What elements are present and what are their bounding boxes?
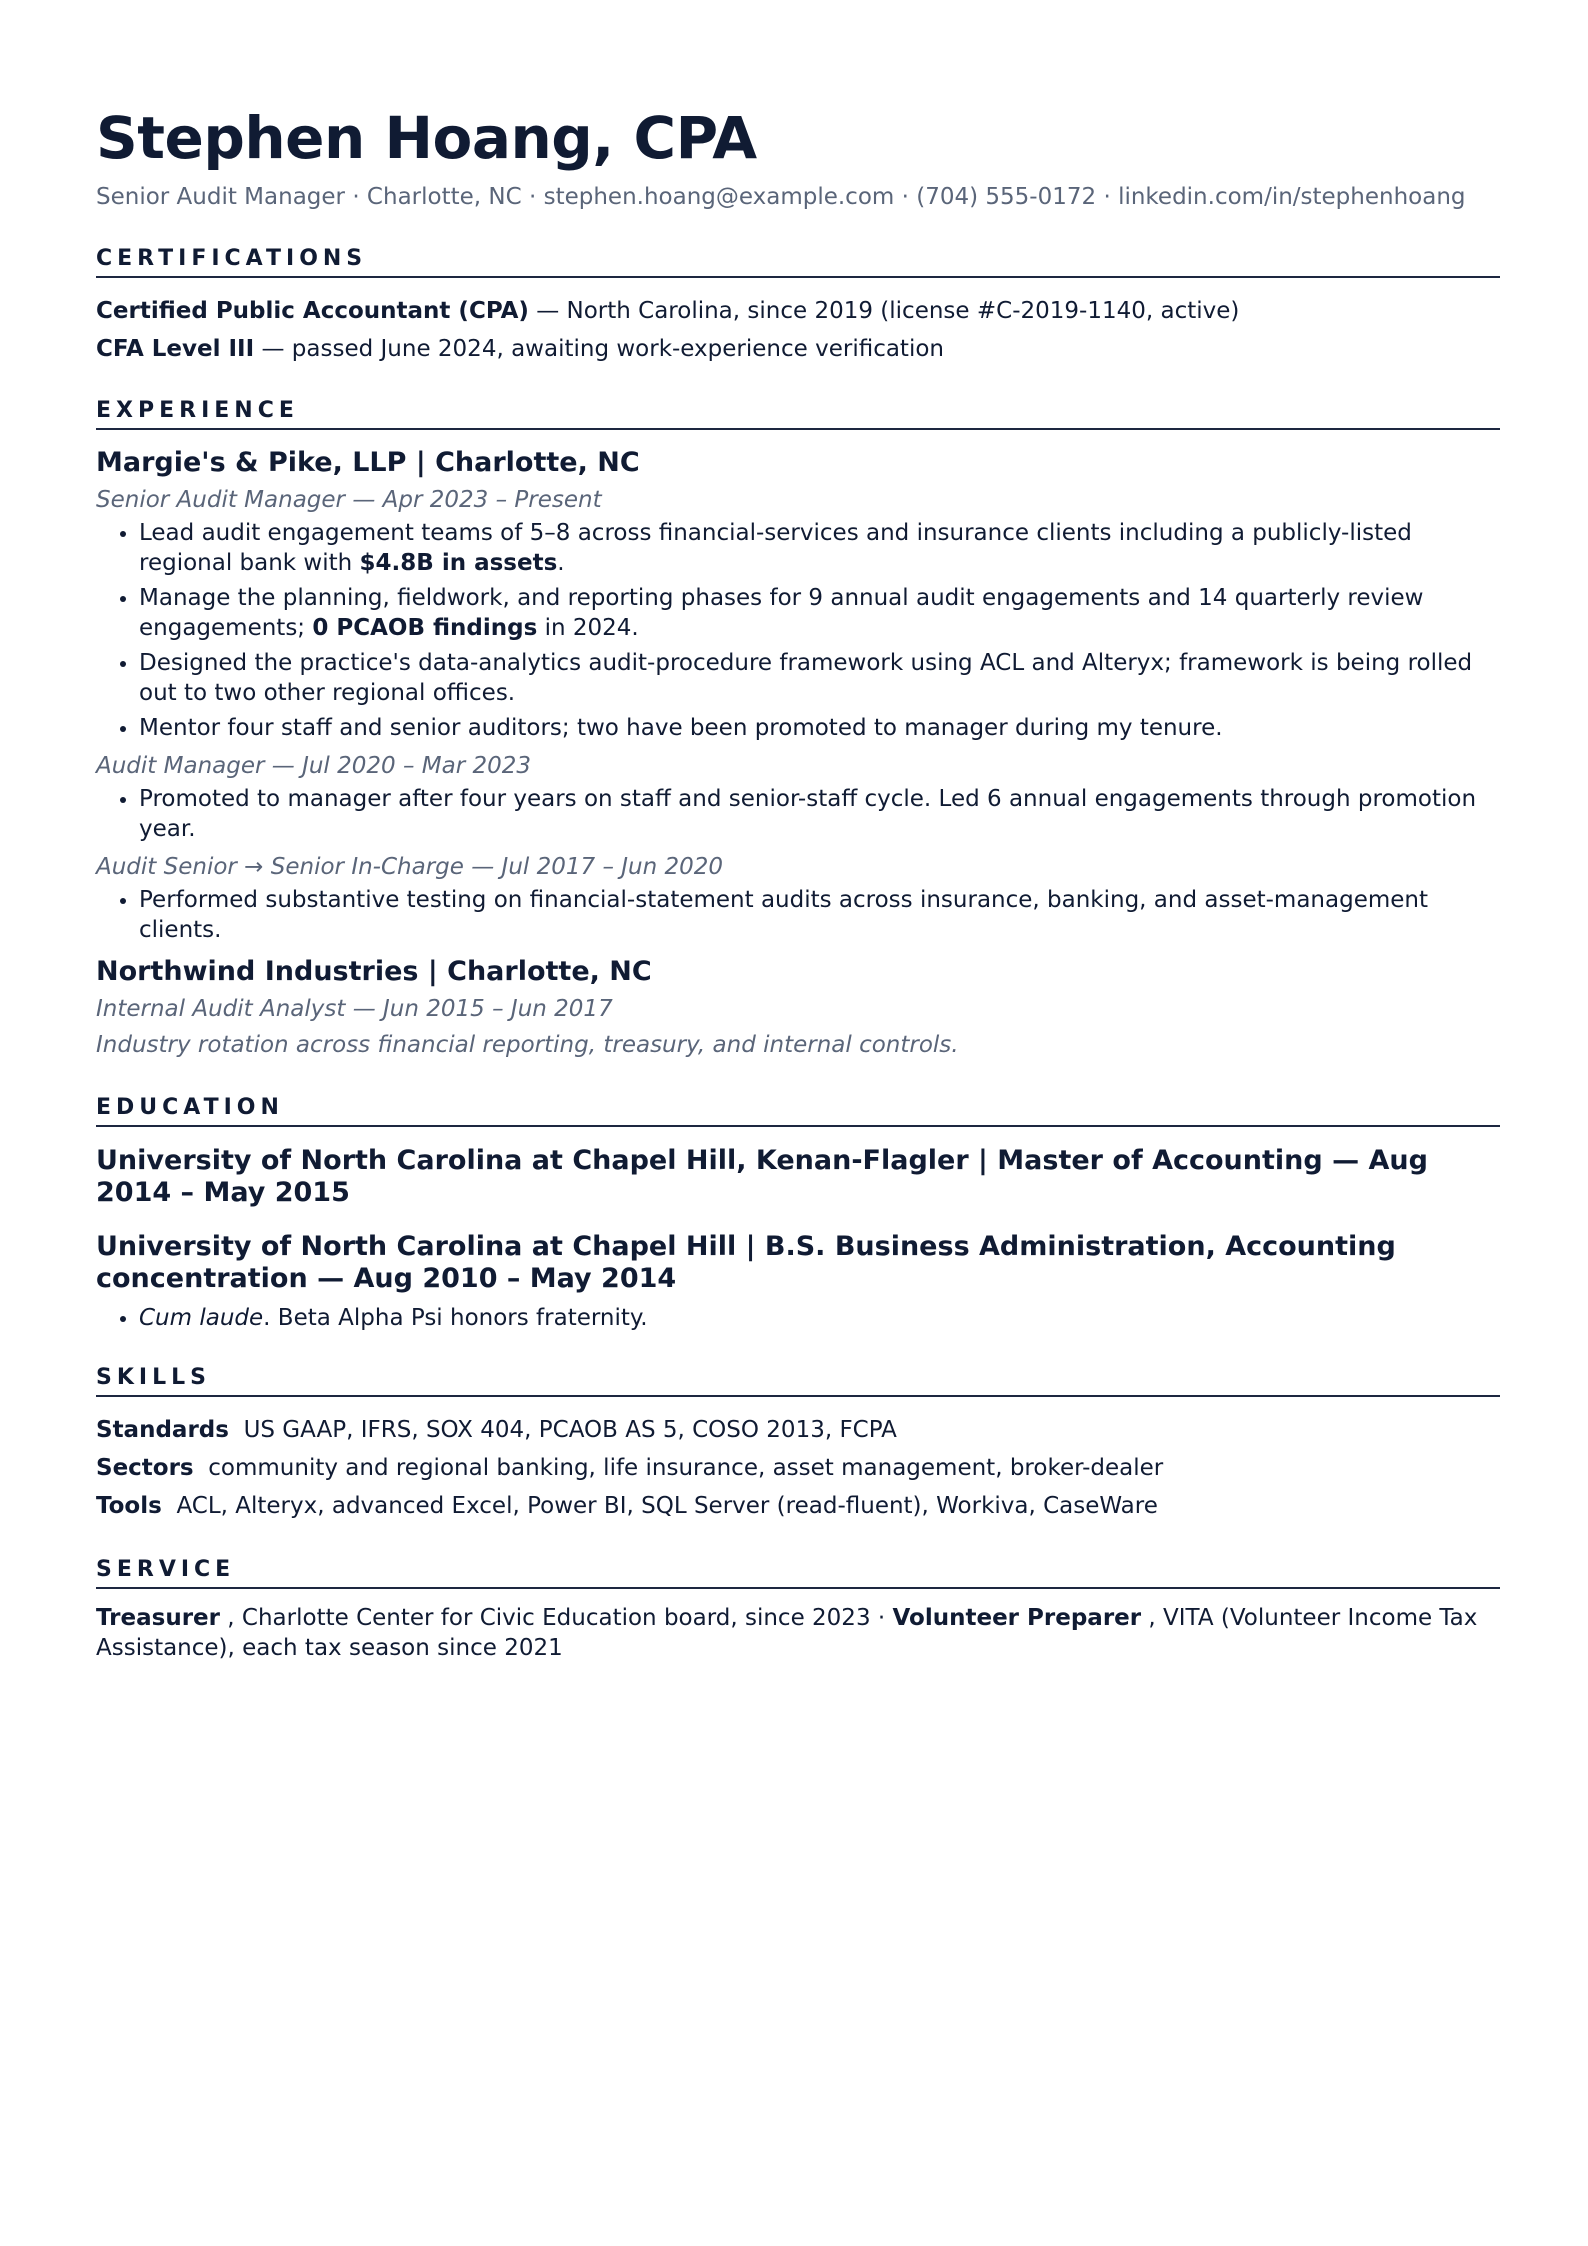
education-note	[139, 1303, 1500, 1333]
education-heading: EDUCATION	[96, 1093, 1500, 1127]
skill-row	[96, 1411, 1500, 1449]
certification-name: CFA Level III	[96, 336, 255, 362]
skill-label: Standards	[96, 1417, 229, 1443]
achievement-item: • Designed the practice's data-analytics audit-procedure framework using ACL and Alteryx; framework is being rolled out to two other regional offices.	[139, 648, 1500, 708]
education-section	[96, 1093, 1500, 1333]
achievement-list	[96, 885, 1500, 945]
degree-entry: University of North Carolina at Chapel Hill, Kenan-Flagler | Master of Accounting — Aug 2014 – May 2015	[96, 1145, 1428, 1208]
service-section	[96, 1555, 1500, 1663]
achievement-item: • Promoted to manager after four years on staff and senior-staff cycle. Led 6 annual engagements through promotion year.	[139, 784, 1500, 844]
certification-detail: — passed June 2024, awaiting work-experience verification	[254, 336, 944, 362]
experience-heading: EXPERIENCE	[96, 396, 1500, 430]
skill-value: US GAAP, IFRS, SOX 404, PCAOB AS 5, COSO 2013, FCPA	[243, 1417, 897, 1443]
service-heading: SERVICE	[96, 1555, 1500, 1589]
employer-name: Northwind Industries | Charlotte, NC	[96, 956, 652, 987]
skill-label: Sectors	[96, 1455, 194, 1481]
achievement-item: • Mentor four staff and senior auditors; two have been promoted to manager during my tenure.	[139, 713, 1500, 743]
certification-detail: — North Carolina, since 2019 (license #C-2019-1140, active)	[528, 298, 1240, 324]
experience-section	[96, 396, 1500, 1063]
achievement-highlight: $4.8B in assets	[359, 550, 558, 576]
skill-label: Tools	[96, 1493, 162, 1519]
achievement-item	[139, 583, 1500, 643]
contact-line: Senior Audit Manager · Charlotte, NC · stephen.hoang@example.com · (704) 555-0172 · linkedin.com/in/stephenhoang	[96, 184, 1466, 210]
certification-item	[96, 330, 1500, 368]
certification-item	[96, 292, 1500, 330]
job-role: Internal Audit Analyst — Jun 2015 – Jun 2017	[96, 996, 613, 1022]
certification-name: Certified Public Accountant (CPA)	[96, 298, 529, 324]
achievement-item	[139, 518, 1500, 578]
resume-page	[96, 96, 1500, 1663]
skills-section	[96, 1363, 1500, 1525]
job-description: Industry rotation across financial reporting, treasury, and internal controls.	[96, 1032, 959, 1058]
achievement-highlight: 0 PCAOB findings	[312, 615, 538, 641]
education-notes	[96, 1303, 1500, 1333]
service-role: Volunteer Preparer	[892, 1605, 1142, 1631]
job-role: Audit Manager — Jul 2020 – Mar 2023	[96, 753, 532, 779]
achievement-text: Manage the planning, fieldwork, and reporting phases for 9 annual audit engagements and 14 quarterly review engagements;	[139, 585, 1424, 641]
skills-heading: SKILLS	[96, 1363, 1500, 1397]
candidate-name: Stephen Hoang, CPA	[96, 104, 757, 172]
service-detail: , Charlotte Center for Civic Education board, since 2023 ·	[219, 1605, 893, 1631]
job-role: Senior Audit Manager — Apr 2023 – Present	[96, 487, 602, 513]
certifications-section	[96, 244, 1500, 368]
skill-row	[96, 1449, 1500, 1487]
degree-entry: University of North Carolina at Chapel Hill | B.S. Business Administration, Accounting concentration — Aug 2010 – May 2014	[96, 1231, 1396, 1294]
achievement-list	[96, 784, 1500, 844]
achievement-text: Lead audit engagement teams of 5–8 across financial-services and insurance clients including a publicly-listed regional bank with	[139, 520, 1412, 576]
achievement-list	[96, 518, 1500, 743]
job-role: Audit Senior → Senior In-Charge — Jul 2017 – Jun 2020	[96, 854, 724, 880]
certifications-heading: CERTIFICATIONS	[96, 244, 1500, 278]
honor-text: Cum laude	[139, 1305, 264, 1331]
skill-value: community and regional banking, life insurance, asset management, broker-dealer	[208, 1455, 1164, 1481]
employer-name: Margie's & Pike, LLP | Charlotte, NC	[96, 447, 640, 478]
achievement-item: • Performed substantive testing on financial-statement audits across insurance, banking, and asset-management clients.	[139, 885, 1500, 945]
service-detail: , VITA (Volunteer Income Tax Assistance), each tax season since 2021	[96, 1605, 1478, 1661]
skill-row	[96, 1487, 1500, 1525]
achievement-text: in 2024.	[537, 615, 639, 641]
skill-value: ACL, Alteryx, advanced Excel, Power BI, SQL Server (read-fluent), Workiva, CaseWare	[176, 1493, 1158, 1519]
service-text	[96, 1603, 1500, 1663]
note-text: . Beta Alpha Psi honors fraternity.	[263, 1305, 648, 1331]
achievement-text: .	[557, 550, 565, 576]
service-role: Treasurer	[96, 1605, 220, 1631]
